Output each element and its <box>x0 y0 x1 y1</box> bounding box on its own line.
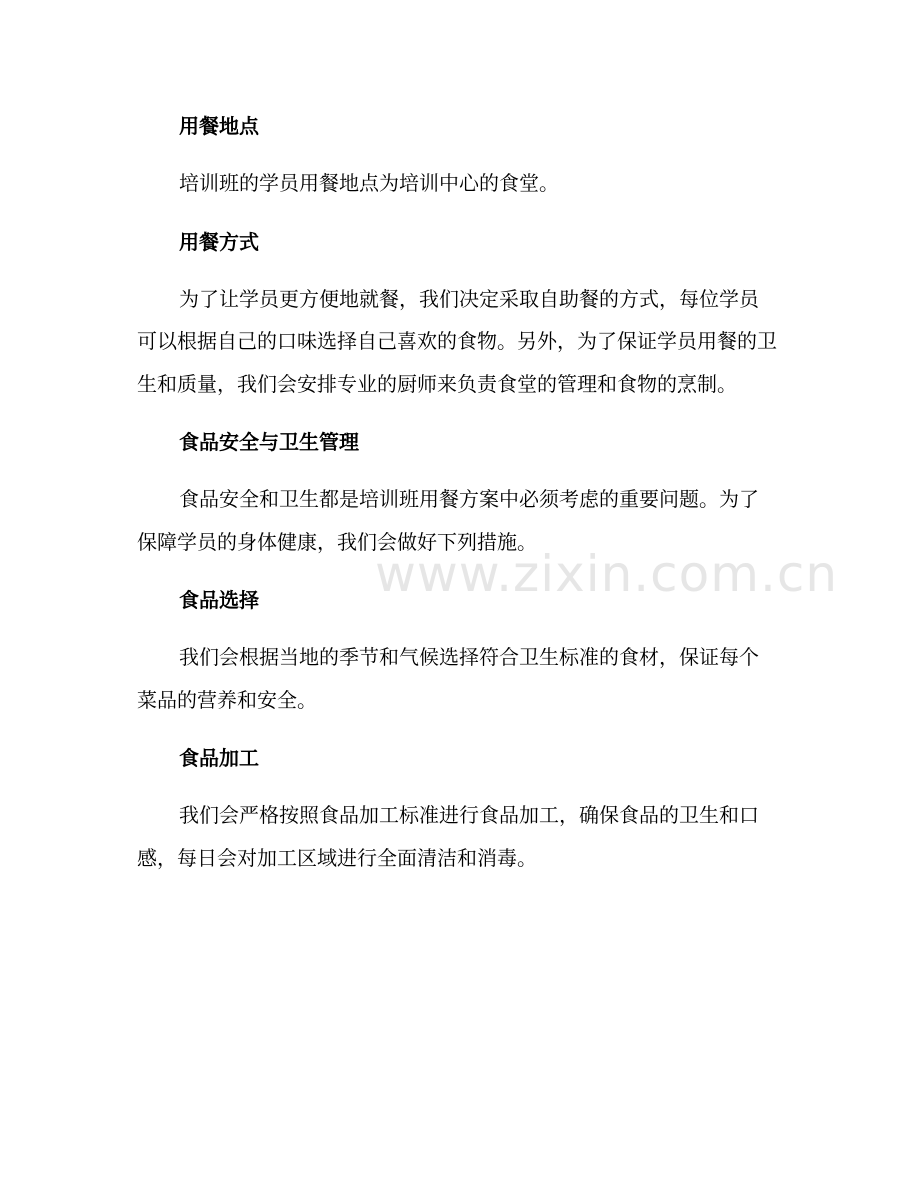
paragraph-dining-method: 为了让学员更方便地就餐，我们决定采取自助餐的方式，每位学员可以根据自己的口味选择自己喜欢的食物。另外，为了保证学员用餐的卫生和质量，我们会安排专业的厨师来负责食堂的管理和食物的烹制。 <box>137 286 777 396</box>
paragraph-food-processing: 我们会严格按照食品加工标准进行食品加工，确保食品的卫生和口感，每日会对加工区域进行全面清洁和消毒。 <box>137 803 759 870</box>
section-heading-dining-location: 用餐地点 <box>179 114 259 138</box>
paragraph-food-safety: 食品安全和卫生都是培训班用餐方案中必须考虑的重要问题。为了保障学员的身体健康，我们会做好下列措施。 <box>137 487 759 554</box>
document-body <box>137 110 777 879</box>
section-heading-food-selection: 食品选择 <box>179 588 259 612</box>
paragraph-dining-location: 培训班的学员用餐地点为培训中心的食堂。 <box>179 171 559 195</box>
paragraph-food-selection: 我们会根据当地的季节和气候选择符合卫生标准的食材，保证每个菜品的营养和安全。 <box>137 645 759 712</box>
section-heading-dining-method: 用餐方式 <box>179 229 259 254</box>
section-heading-food-processing: 食品加工 <box>179 746 259 770</box>
section-heading-food-safety: 食品安全与卫生管理 <box>179 430 359 454</box>
watermark: www.zixin.com.cn <box>375 545 839 603</box>
